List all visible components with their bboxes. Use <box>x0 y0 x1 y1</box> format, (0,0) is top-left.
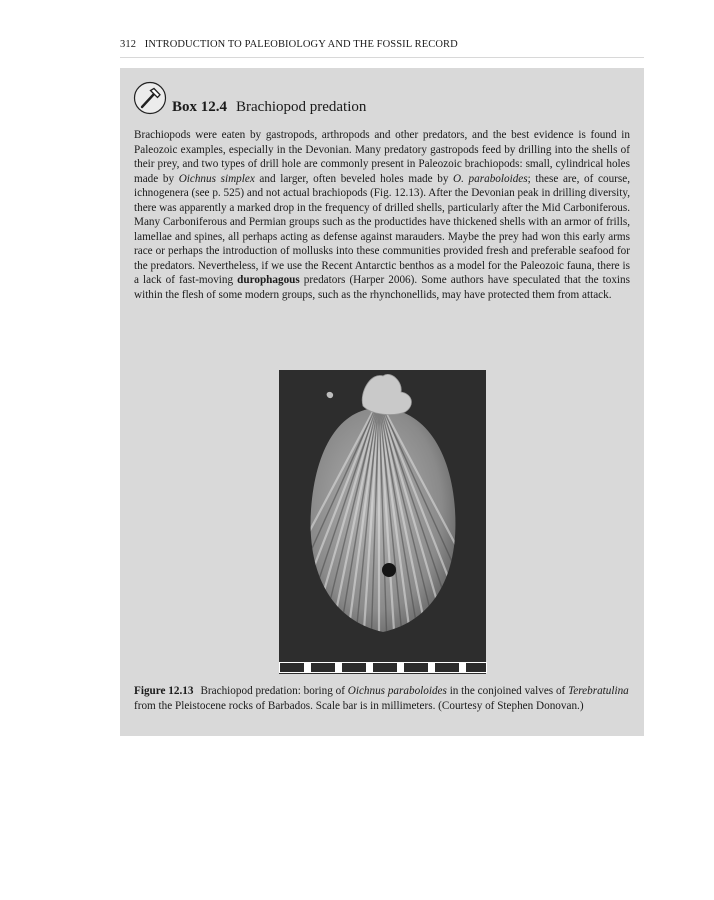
caption-text-1: Brachiopod predation: boring of <box>200 685 348 697</box>
caption-taxon-oichnus: Oichnus paraboloides <box>347 685 447 697</box>
hammer-icon <box>133 81 167 115</box>
caption-text-3: from the Pleistocene rocks of Barbados. Scale bar is in millimeters. (Courtesy of Stephen Donovan.) <box>134 699 584 712</box>
body-text-2: and larger, often beveled holes made by <box>254 172 454 185</box>
taxon-oichnus-simplex: Oichnus simplex <box>178 172 255 185</box>
figure-caption <box>134 684 630 713</box>
running-head <box>120 39 644 50</box>
page-number: 312 <box>120 39 137 50</box>
running-title: INTRODUCTION TO PALEOBIOLOGY AND THE FOSSIL RECORD <box>144 39 458 50</box>
box-number: Box 12.4 <box>172 99 228 115</box>
brachiopod-photo <box>279 370 486 674</box>
box-title-text: Brachiopod predation <box>236 99 367 115</box>
body-text-3: ; these are, of course, ichnogenera (see p. 525) and not actual brachiopods (Fig. 12.13). After the Devonian peak in drilling diversity, there was apparently a marked drop in the frequency of drilled shells, particularly after the Mid Carboniferous. Many Carboniferous and Permian groups such as the productides have thickened shells with an armor of frills, lamellae and spines, all perhaps acting as defense against marauders. Maybe the prey had won this early arms race or perhaps the introduction of mollusks into these communities provided fresh and preferable seafood for the predators. Nevertheless, if we use the Recent Antarctic benthos as a model for the Paleozoic fauna, there is a lack of fast-moving <box>134 172 631 287</box>
term-durophagous: durophagous <box>237 274 300 287</box>
box-body-text <box>134 128 630 303</box>
scale-bar <box>279 662 487 673</box>
caption-taxon-terebratulina: Terebratulina <box>568 685 629 697</box>
taxon-o-paraboloides: O. paraboloides <box>453 172 528 185</box>
caption-text-2: in the conjoined valves of <box>446 685 569 697</box>
figure-label: Figure 12.13 <box>134 685 194 697</box>
body-text-4: predators (Harper 2006). Some authors have speculated that the toxins within the flesh of some modern groups, such as the rhynchonellids, may have protected them from attack. <box>134 274 630 302</box>
sidebar-box <box>120 68 644 736</box>
header-rule <box>120 57 644 58</box>
box-title <box>172 99 366 116</box>
body-text-1: Brachiopods were eaten by gastropods, arthropods and other predators, and the best evidence is found in Paleozoic examples, especially in the Devonian. Many predatory gastropods feed by drilling into the shells of their prey, and two types of drill hole are commonly present in Paleozoic brachiopods: small, cylindrical holes made by <box>134 129 630 185</box>
